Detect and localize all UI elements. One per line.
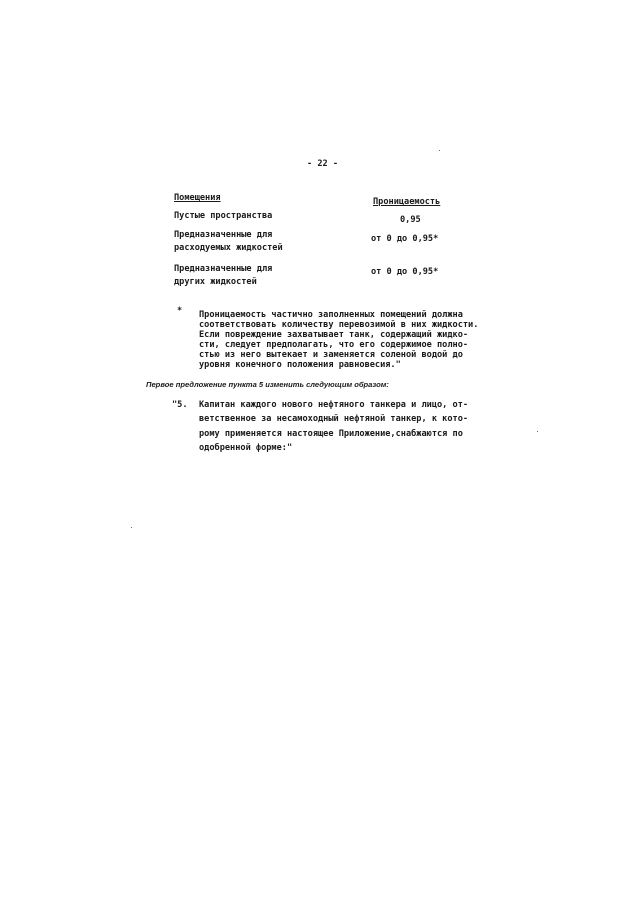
scan-speck [537,431,538,432]
paragraph-line: ветственное за несамоходный нефтяной танкер, к кото- [199,414,469,424]
table-row-value: 0,95 [400,215,421,225]
footnote-marker: * [177,306,183,316]
table-row-value: от 0 до 0,95* [371,234,439,244]
table-row-label-cont: других жидкостей [174,277,257,287]
table-row-label-cont: расходуемых жидкостей [174,243,283,253]
footnote-line: стью из него вытекает и заменяется соленой водой до [199,350,463,360]
table-header-permeability: Проницаемость [373,197,441,207]
table-row-label: Предназначенные для [174,264,273,274]
scan-speck [439,150,440,151]
footnote-line: соответствовать количеству перевозимой в них жидкости. [199,320,479,330]
paragraph-line: Капитан каждого нового нефтяного танкера и лицо, от- [199,400,469,410]
scan-speck [131,527,132,528]
amendment-instruction: Первое предложение пункта 5 изменить следующим образом: [146,380,389,389]
paragraph-line: одобренной форме:" [199,443,293,453]
table-row-value: от 0 до 0,95* [371,267,439,277]
table-row-label: Пустые пространства [174,211,273,221]
footnote-line: Если повреждение захватывает танк, содержащий жидко- [199,330,469,340]
footnote-line: Проницаемость частично заполненных помещений должна [199,310,463,320]
table-row-label: Предназначенные для [174,230,273,240]
paragraph-number: "5. [172,400,188,410]
table-header-rooms: Помещения [174,193,221,203]
footnote-line: уровня конечного положения равновесия." [199,360,401,370]
footnote-line: сти, следует предполагать, что его содержимое полно- [199,340,469,350]
page-number: - 22 - [307,159,339,169]
paragraph-line: рому применяется настоящее Приложение,снабжаются по [199,429,463,439]
